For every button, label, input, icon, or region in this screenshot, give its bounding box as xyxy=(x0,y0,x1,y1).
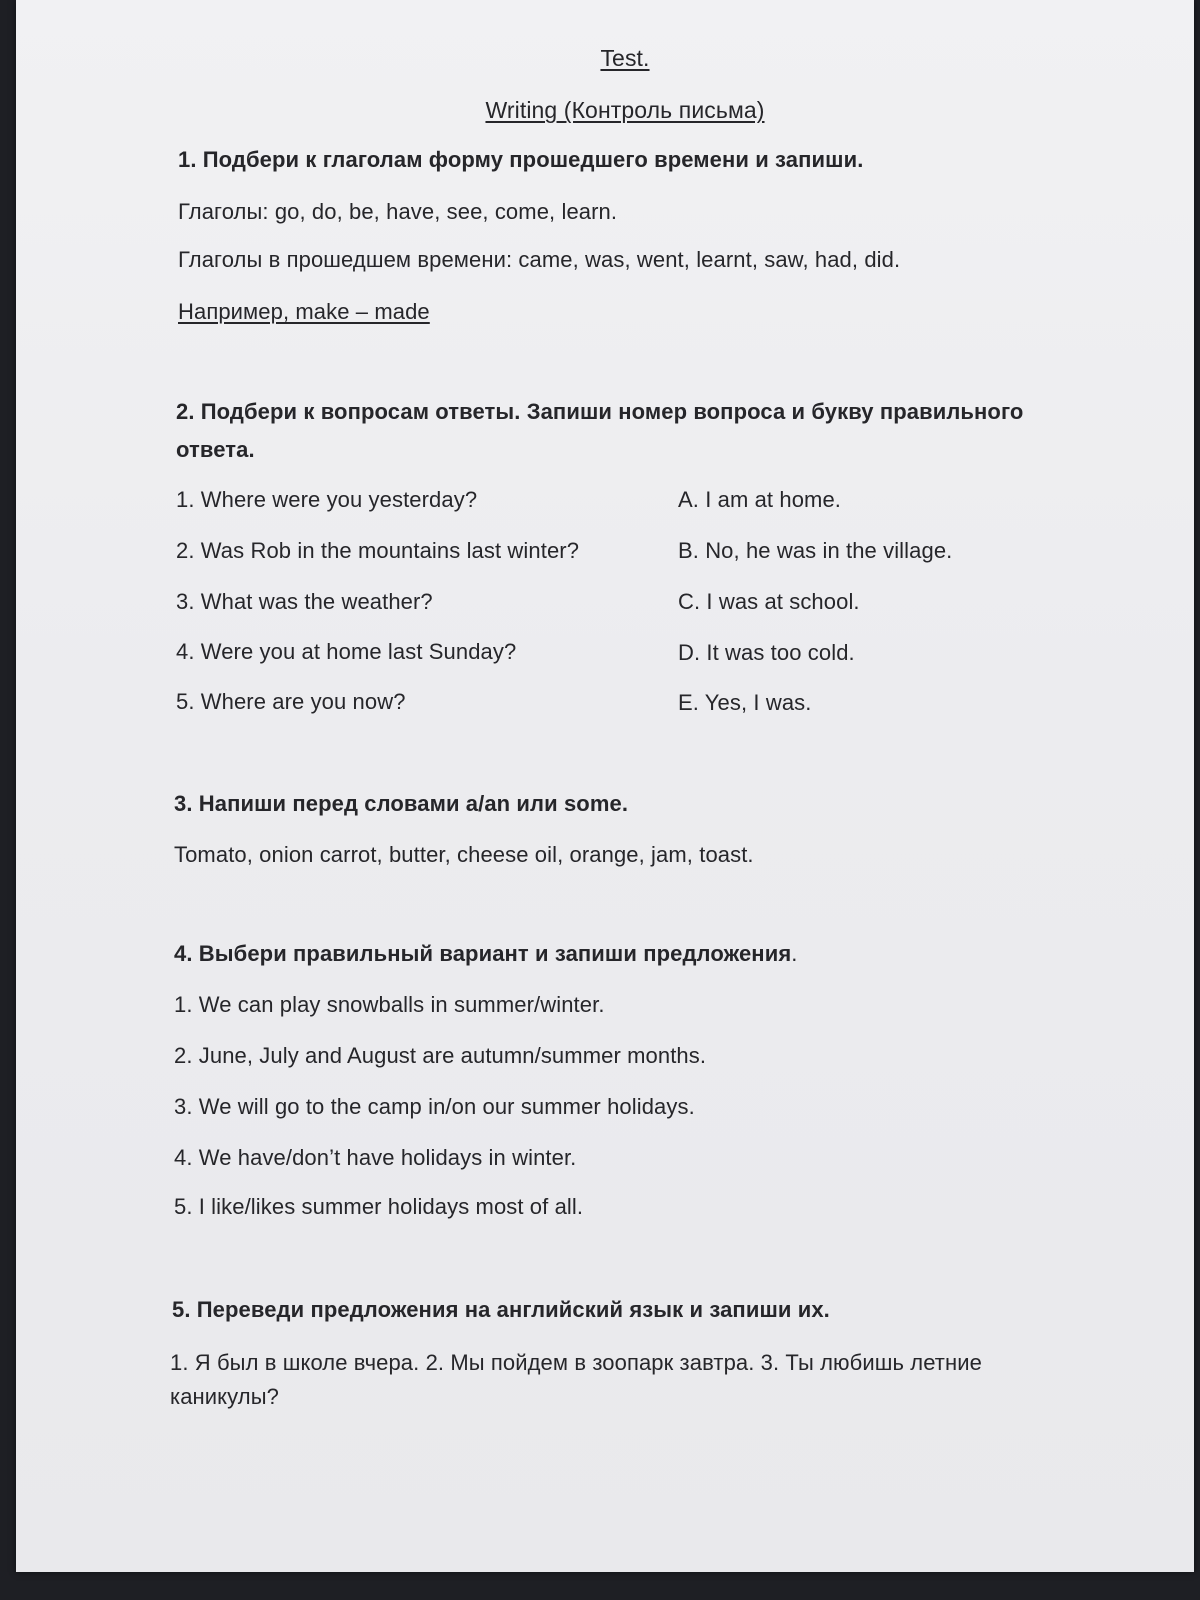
task2-heading-line2: ответа. xyxy=(176,437,255,462)
task3-words: Tomato, onion carrot, butter, cheese oil, orange, jam, toast. xyxy=(174,842,754,867)
sentence-item: 5. I like/likes summer holidays most of all. xyxy=(174,1194,584,1219)
question-item: 3. What was the weather? xyxy=(176,589,433,614)
answer-item: A. I am at home. xyxy=(678,487,842,512)
question-item: 1. Where were you yesterday? xyxy=(176,487,478,512)
task4-heading-period: . xyxy=(791,941,798,966)
question-item: 2. Was Rob in the mountains last winter? xyxy=(176,538,580,563)
question-item: 4. Were you at home last Sunday? xyxy=(176,639,517,664)
answer-item: B. No, he was in the village. xyxy=(678,538,953,563)
sentence-item: 2. June, July and August are autumn/summer months. xyxy=(174,1043,707,1068)
sentence-item: 1. We can play snowballs in summer/winter. xyxy=(174,992,605,1017)
question-item: 5. Where are you now? xyxy=(176,689,406,714)
sentence-item: 3. We will go to the camp in/on our summer holidays. xyxy=(174,1094,695,1119)
task1-example: Например, make – made xyxy=(178,299,430,324)
answer-item: D. It was too cold. xyxy=(678,640,855,665)
task1-past-verbs: Глаголы в прошедшем времени: came, was, went, learnt, saw, had, did. xyxy=(178,247,901,272)
task2-heading-line1: 2. Подбери к вопросам ответы. Запиши номер вопроса и букву правильного xyxy=(176,399,1024,424)
worksheet-page xyxy=(16,0,1194,1572)
task5-heading: 5. Переведи предложения на английский язык и запиши их. xyxy=(172,1297,830,1322)
task1-heading: 1. Подбери к глаголам форму прошедшего времени и запиши. xyxy=(178,147,864,172)
answer-item: E. Yes, I was. xyxy=(678,690,812,715)
page-subtitle: Writing (Контроль письма) xyxy=(485,97,765,123)
page-title: Test. xyxy=(600,45,650,71)
task5-text: 1. Я был в школе вчера. 2. Мы пойдем в зоопарк завтра. 3. Ты любишь летние каникулы? xyxy=(170,1350,982,1409)
sentence-item: 4. We have/don’t have holidays in winter. xyxy=(174,1145,577,1170)
answer-item: C. I was at school. xyxy=(678,589,860,614)
task3-heading: 3. Напиши перед словами a/an или some. xyxy=(174,791,629,816)
task1-verbs: Глаголы: go, do, be, have, see, come, learn. xyxy=(178,199,618,224)
task4-heading-text: 4. Выбери правильный вариант и запиши предложения xyxy=(174,941,792,966)
task4-heading xyxy=(174,940,797,968)
